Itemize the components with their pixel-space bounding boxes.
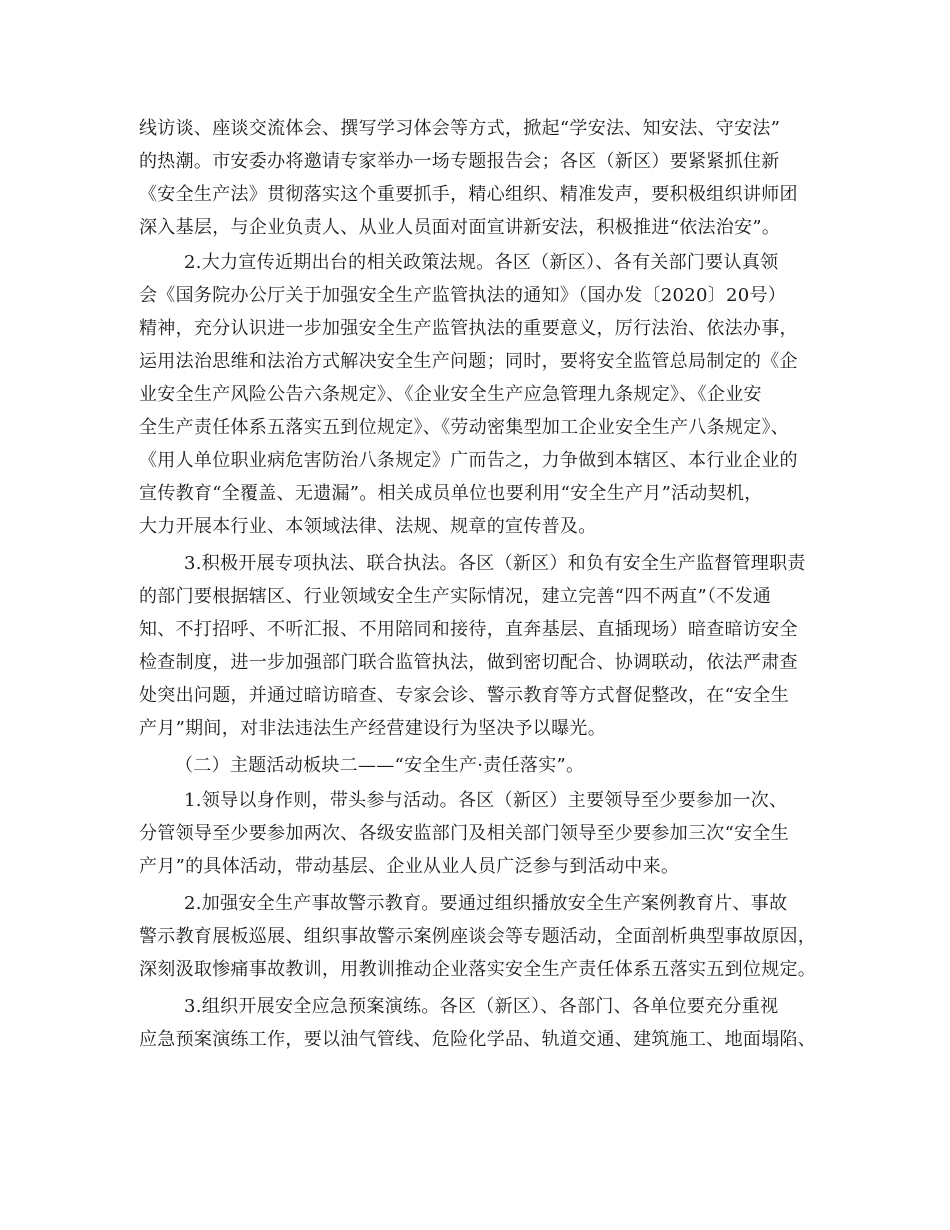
document-line: 2.大力宣传近期出台的相关政策法规。各区（新区）、各有关部门要认真领 xyxy=(184,252,779,273)
document-line: 应急预案演练工作，要以油气管线、危险化学品、轨道交通、建筑施工、地面塌陷、 xyxy=(139,1029,817,1050)
document-line: 业安全生产风险公告六条规定》、《企业安全生产应急管理九条规定》、《企业安 xyxy=(139,384,762,405)
document-line: 3.积极开展专项执法、联合执法。各区（新区）和负有安全生产监督管理职责 xyxy=(184,553,806,574)
document-line: 3.组织开展安全应急预案演练。各区（新区）、各部门、各单位要充分重视 xyxy=(184,996,779,1017)
document-line: 会《国务院办公厅关于加强安全生产监管执法的通知》（国办发〔2020〕20号） xyxy=(139,285,787,306)
document-line: 处突出问题，并通过暗访暗查、专家会诊、警示教育等方式督促整改，在“安全生 xyxy=(139,685,789,706)
document-line: 宣传教育“全覆盖、无遗漏”。相关成员单位也要利用“安全生产月”活动契机， xyxy=(139,483,763,504)
document-body xyxy=(139,112,839,1056)
document-line: 《安全生产法》贯彻落实这个重要抓手，精心组织、精准发声，要积极组织讲师团 xyxy=(139,184,798,205)
document-line: 2.加强安全生产事故警示教育。要通过组织播放安全生产案例教育片、事故 xyxy=(184,893,788,914)
document-line: 产月”期间，对非法违法生产经营建设行为坚决予以曝光。 xyxy=(139,718,606,739)
document-line: 分管领导至少要参加两次、各级安监部门及相关部门领导至少要参加三次“安全生 xyxy=(139,823,789,844)
document-line: 知、不打招呼、不听汇报、不用陪同和接待，直奔基层、直插现场）暗查暗访安全 xyxy=(139,619,798,640)
document-line: 检查制度，进一步加强部门联合监管执法，做到密切配合、协调联动，依法严肃查 xyxy=(139,652,798,673)
document-line: 1.领导以身作则，带头参与活动。各区（新区）主要领导至少要参加一次、 xyxy=(184,790,788,811)
document-line: 大力开展本行业、本领域法律、法规、规章的宣传普及。 xyxy=(139,516,597,537)
document-line: 警示教育展板巡展、组织事故警示案例座谈会等专题活动，全面剖析典型事故原因， xyxy=(139,926,817,947)
document-line: （二）主题活动板块二——“安全生产·责任落实”。 xyxy=(175,755,585,776)
document-line: 全生产责任体系五落实五到位规定》、《劳动密集型加工企业安全生产八条规定》、 xyxy=(139,417,790,438)
document-line: 精神，充分认识进一步加强安全生产监管执法的重要意义，厉行法治、依法办事， xyxy=(139,318,798,339)
document-line: 运用法治思维和法治方式解决安全生产问题；同时，要将安全监管总局制定的《企 xyxy=(139,351,798,372)
document-line: 深刻汲取惨痛事故教训，用教训推动企业落实安全生产责任体系五落实五到位规定。 xyxy=(139,959,817,980)
document-line: 的热潮。市安委办将邀请专家举办一场专题报告会；各区（新区）要紧紧抓住新 xyxy=(139,151,780,172)
document-line: 线访谈、座谈交流体会、撰写学习体会等方式，掀起“学安法、知安法、守安法” xyxy=(139,118,781,139)
document-line: 的部门要根据辖区、行业领域安全生产实际情况，建立完善“四不两直”（不发通 xyxy=(139,586,772,607)
document-line: 深入基层，与企业负责人、从业人员面对面宣讲新安法，积极推进“依法治安”。 xyxy=(139,217,781,238)
document-line: 《用人单位职业病危害防治八条规定》广而告之，力争做到本辖区、本行业企业的 xyxy=(139,450,798,471)
document-line: 产月”的具体活动，带动基层、企业从业人员广泛参与到活动中来。 xyxy=(139,856,680,877)
